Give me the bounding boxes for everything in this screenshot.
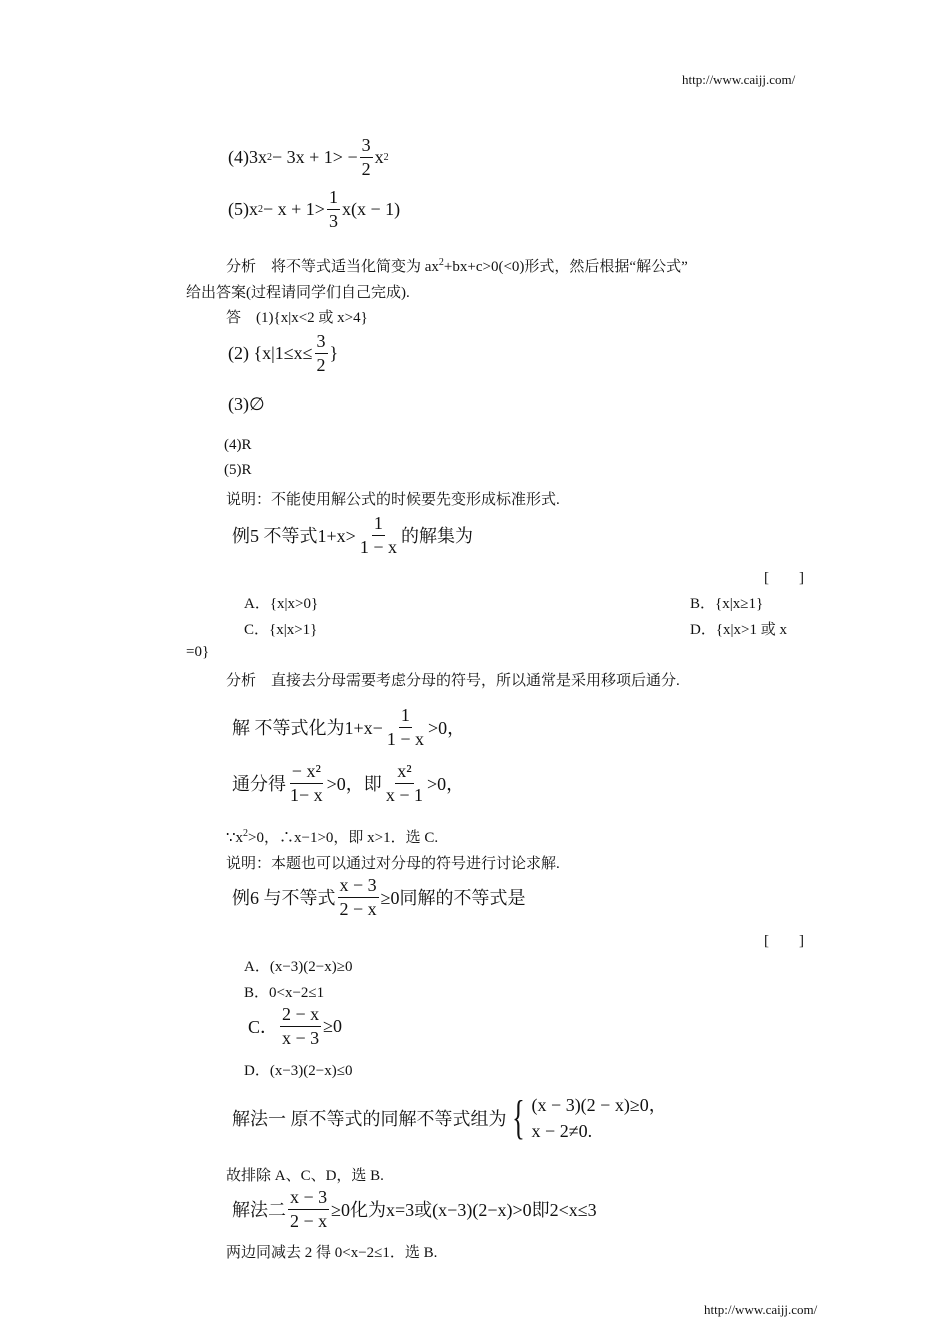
sol5-l2-post: >0，	[426, 774, 465, 795]
sol6-m2-fraction	[288, 1188, 329, 1231]
ex6-fraction	[338, 876, 379, 919]
analysis-1-a: 分析 将不等式适当化简变为 ax	[226, 259, 439, 275]
sol5-l2-den2: x − 1	[385, 784, 423, 805]
answer-1: 答 (1){x|x<2 或 x>4}	[226, 310, 368, 326]
sol6-m2-post: ≥0化为x=3或(x−3)(2−x)>0即2<x≤3	[331, 1200, 597, 1221]
system-line-2: x − 2≠0.	[531, 1121, 593, 1141]
ex6-option-a: A．(x−3)(2−x)≥0	[244, 959, 353, 975]
answer-2-den: 2	[316, 354, 326, 375]
left-brace-icon: {	[511, 1091, 525, 1144]
eq5-tail: x(x − 1)	[341, 198, 401, 219]
solution-6-method-1	[232, 1092, 667, 1144]
inequality-system	[532, 1092, 667, 1144]
sol6-m2-pre: 解法二	[232, 1200, 286, 1221]
ex5-fraction	[358, 514, 399, 557]
eq4-num: 3	[360, 136, 373, 158]
sol5-l2-pre: 通分得	[232, 774, 286, 795]
eq4-label: (4)3x	[228, 146, 267, 167]
ex5-post: 的解集为	[400, 526, 473, 547]
ex6-option-b: B．0<x−2≤1	[244, 985, 325, 1001]
eq4-den: 2	[361, 158, 371, 179]
eq5-mid: − x + 1>	[263, 198, 325, 219]
solution-6-method-1-tail: 故排除 A、C、D，选 B.	[226, 1168, 384, 1184]
ex5-option-d-cont: =0}	[186, 644, 210, 660]
eq4-mid: − 3x + 1> −	[272, 146, 358, 167]
analysis-1-cont: 给出答案(过程请同学们自己完成).	[186, 285, 410, 301]
answer-2-post: }	[329, 342, 339, 363]
sol5-l1-den: 1 − x	[386, 728, 424, 749]
ex6-option-d: D．(x−3)(2−x)≤0	[244, 1063, 353, 1079]
eq4-tail-exp: 2	[383, 151, 389, 163]
ex5-num: 1	[372, 514, 385, 536]
sol5-l3-a: ∵x	[226, 830, 244, 846]
solution-5-line-2	[232, 762, 464, 805]
note-5: 说明：本题也可以通过对分母的符号进行讨论求解.	[226, 856, 560, 872]
sol5-l2-num1: − x²	[290, 762, 323, 784]
example-6	[232, 876, 526, 919]
system-line-1: (x − 3)(2 − x)≥0，	[531, 1095, 667, 1115]
answer-bracket-5: [ ]	[764, 570, 804, 586]
ex5-option-d: D．{x|x>1 或 x	[690, 622, 787, 638]
analysis-1	[226, 255, 688, 276]
ex6-c-num: 2 − x	[280, 1005, 321, 1027]
eq5-label: (5)x	[228, 198, 258, 219]
ex5-pre: 例5 不等式1+x>	[232, 526, 356, 547]
sol5-l2-mid: >0，即	[326, 774, 382, 795]
ex5-option-a: A．{x|x>0}	[244, 596, 319, 612]
sol5-l3-sup: 2	[243, 828, 249, 839]
sol5-l1-num: 1	[399, 706, 412, 728]
footer-url: http://www.caijj.com/	[704, 1302, 818, 1317]
eq5-den: 3	[328, 210, 338, 231]
ex6-num: x − 3	[338, 876, 379, 898]
sol5-l1-post: >0，	[427, 718, 466, 739]
sol5-l3-b: >0，∴x−1>0，即 x>1．选 C.	[248, 830, 439, 846]
ex6-den: 2 − x	[339, 898, 377, 919]
solution-6-method-2-tail: 两边同减去 2 得 0<x−2≤1．选 B.	[226, 1245, 438, 1261]
ex6-option-c	[248, 1005, 342, 1048]
solution-6-method-2	[232, 1188, 597, 1231]
eq5-fraction	[327, 188, 340, 231]
ex5-option-b: B．{x|x≥1}	[690, 596, 764, 612]
sol5-l2-fraction-1	[288, 762, 325, 805]
answer-5: (5)R	[224, 462, 252, 478]
note-1: 说明：不能使用解公式的时候要先变形成标准形式.	[226, 492, 560, 508]
sol5-l1-pre: 解 不等式化为1+x−	[232, 718, 383, 739]
eq4-tail: x	[374, 146, 384, 167]
solution-5-line-3	[226, 826, 438, 847]
example-5	[232, 514, 473, 557]
eq4-fraction	[360, 136, 373, 179]
sol6-m2-den: 2 − x	[290, 1210, 328, 1231]
answer-2-fraction	[315, 332, 328, 375]
answer-3: (3)∅	[228, 394, 265, 414]
ex5-option-c: C．{x|x>1}	[244, 622, 318, 638]
ex6-post: ≥0同解的不等式是	[380, 888, 526, 909]
equation-5	[228, 188, 400, 231]
sol5-l2-fraction-2	[384, 762, 425, 805]
sol6-m2-num: x − 3	[288, 1188, 329, 1210]
ex6-pre: 例6 与不等式	[232, 888, 336, 909]
answer-2-pre: (2) {x|1≤x≤	[228, 342, 313, 363]
solution-5-line-1	[232, 706, 465, 749]
ex6-c-den: x − 3	[282, 1027, 320, 1048]
answer-bracket-6: [ ]	[764, 933, 804, 949]
answer-2-num: 3	[315, 332, 328, 354]
answer-2	[228, 332, 338, 375]
analysis-5: 分析 直接去分母需要考虑分母的符号，所以通常是采用移项后通分.	[226, 673, 680, 689]
equation-4	[228, 136, 389, 179]
sol6-m1-pre: 解法一 原不等式的同解不等式组为	[232, 1109, 507, 1129]
sol5-l2-num2: x²	[395, 762, 413, 784]
eq5-exp: 2	[258, 203, 263, 215]
sol5-l1-fraction	[385, 706, 426, 749]
analysis-1-b: +bx+c>0(<0)形式，然后根据“解公式”	[443, 259, 688, 275]
ex6-c-fraction	[280, 1005, 321, 1048]
ex6-c-pre: C．	[248, 1017, 279, 1038]
header-url: http://www.caijj.com/	[682, 72, 796, 87]
answer-4: (4)R	[224, 437, 252, 453]
eq4-exp: 2	[267, 151, 272, 163]
ex6-c-post: ≥0	[323, 1015, 343, 1036]
ex5-den: 1 − x	[359, 536, 397, 557]
eq5-num: 1	[327, 188, 340, 210]
analysis-1-sup: 2	[438, 257, 444, 268]
sol5-l2-den1: 1− x	[290, 784, 323, 805]
